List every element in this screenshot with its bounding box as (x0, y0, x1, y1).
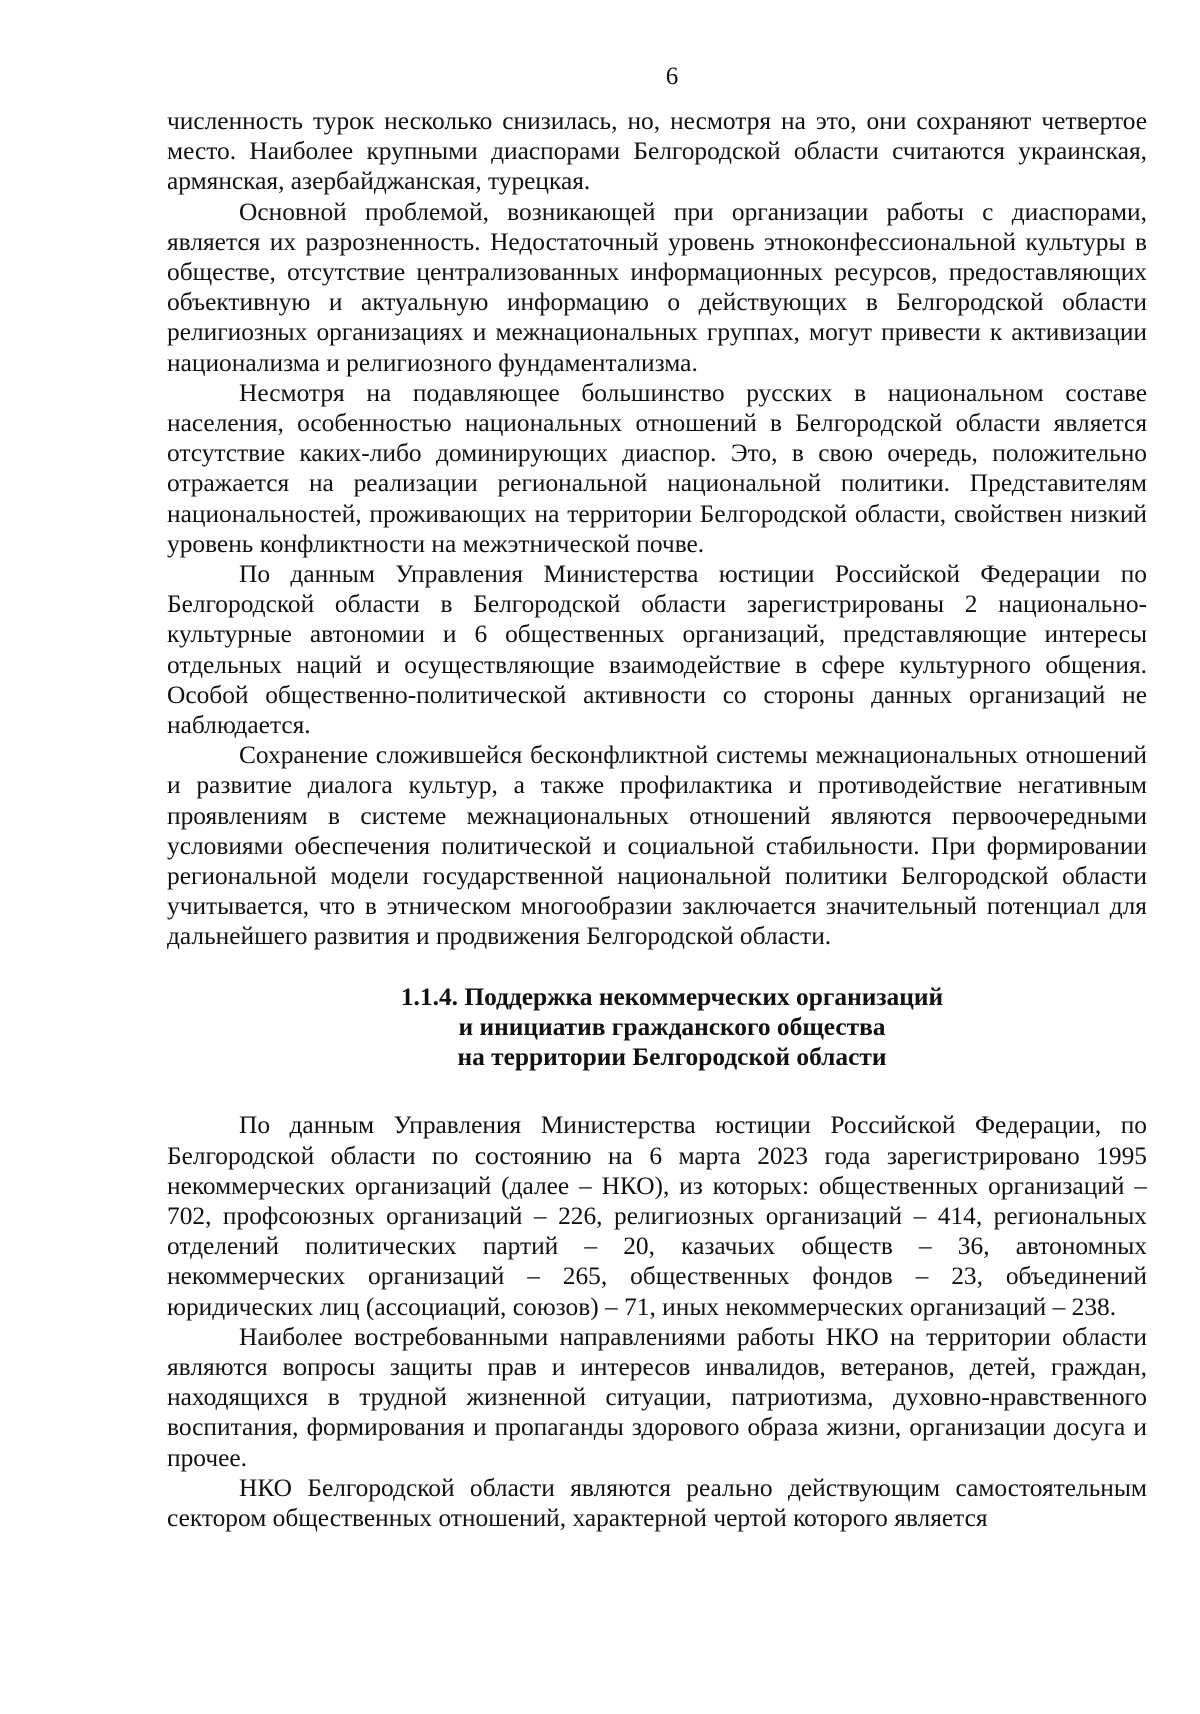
paragraph-conflict-free-system: Сохранение сложившейся бесконфликтной системы межнациональных отношений и развитие диалога культур, а также профилактика и противодействие негативным проявлениям в системе межнациональных отношений являются первоочередными условиями обеспечения политической и социальной стабильности. При формировании региональной модели государственной национальной политики Белгородской области учитывается, что в этническом многообразии заключается значительный потенциал для дальнейшего развития и продвижения Белгородской области. (167, 741, 1147, 951)
paragraph-continuation: численность турок несколько снизилась, но, несмотря на это, они сохраняют четвертое место. Наиболее крупными диаспорами Белгородской области считаются украинская, армянская, азербайджанская, турецкая. (167, 107, 1147, 196)
section-heading (167, 982, 1147, 1073)
paragraph-nko-directions: Наиболее востребованными направлениями работы НКО на территории области являются вопросы защиты прав и интересов инвалидов, ветеранов, детей, граждан, находящихся в трудной жизненной ситуации, патриотизма, духовно-нравственного воспитания, формирования и пропаганды здорового образа жизни, организации досуга и прочее. (167, 1322, 1147, 1472)
paragraph-national-relations: Несмотря на подавляющее большинство русских в национальном составе населения, особенностью национальных отношений в Белгородской области является отсутствие каких-либо доминирующих диаспор. Это, в свою очередь, положительно отражается на реализации региональной национальной политики. Представителям национальностей, проживающих на территории Белгородской области, свойствен низкий уровень конфликтности на межэтнической почве. (167, 378, 1147, 558)
section-heading-line-3: на территории Белгородской области (457, 1043, 887, 1072)
section-heading-line-2: и инициатив гражданского общества (458, 1012, 886, 1041)
paragraph-nko-count: По данным Управления Министерства юстиции Российской Федерации, по Белгородской области по состоянию на 6 марта 2023 года зарегистрировано 1995 некоммерческих организаций (далее – НКО), из которых: общественных организаций – 702, профсоюзных организаций – 226, религиозных организаций – 414, региональных отделений политических партий – 20, казачьих обществ – 36, автономных некоммерческих организаций – 265, общественных фондов – 23, объединений юридических лиц (ассоциаций, союзов) – 71, иных некоммерческих организаций – 238. (167, 1111, 1147, 1321)
page-number: 6 (665, 63, 679, 90)
paragraph-diaspora-problem: Основной проблемой, возникающей при организации работы с диаспорами, является их разрозненность. Недостаточный уровень этноконфессиональной культуры в обществе, отсутствие централизованных информационных ресурсов, предоставляющих объективную и актуальную информацию о действующих в Белгородской области религиозных организациях и межнациональных группах, могут привести к активизации национализма и религиозного фундаментализма. (167, 197, 1147, 377)
section-heading-line-1: 1.1.4. Поддержка некоммерческих организаций (400, 982, 944, 1011)
paragraph-nko-sector: НКО Белгородской области являются реально действующим самостоятельным сектором общественных отношений, характерной чертой которого является (167, 1473, 1147, 1532)
paragraph-ministry-data: По данным Управления Министерства юстиции Российской Федерации по Белгородской области в Белгородской области зарегистрированы 2 национально-культурные автономии и 6 общественных организаций, представляющие интересы отдельных наций и осуществляющие взаимодействие в сфере культурного общения. Особой общественно-политической активности со стороны данных организаций не наблюдается. (167, 560, 1147, 740)
document-page (167, 62, 1147, 1533)
